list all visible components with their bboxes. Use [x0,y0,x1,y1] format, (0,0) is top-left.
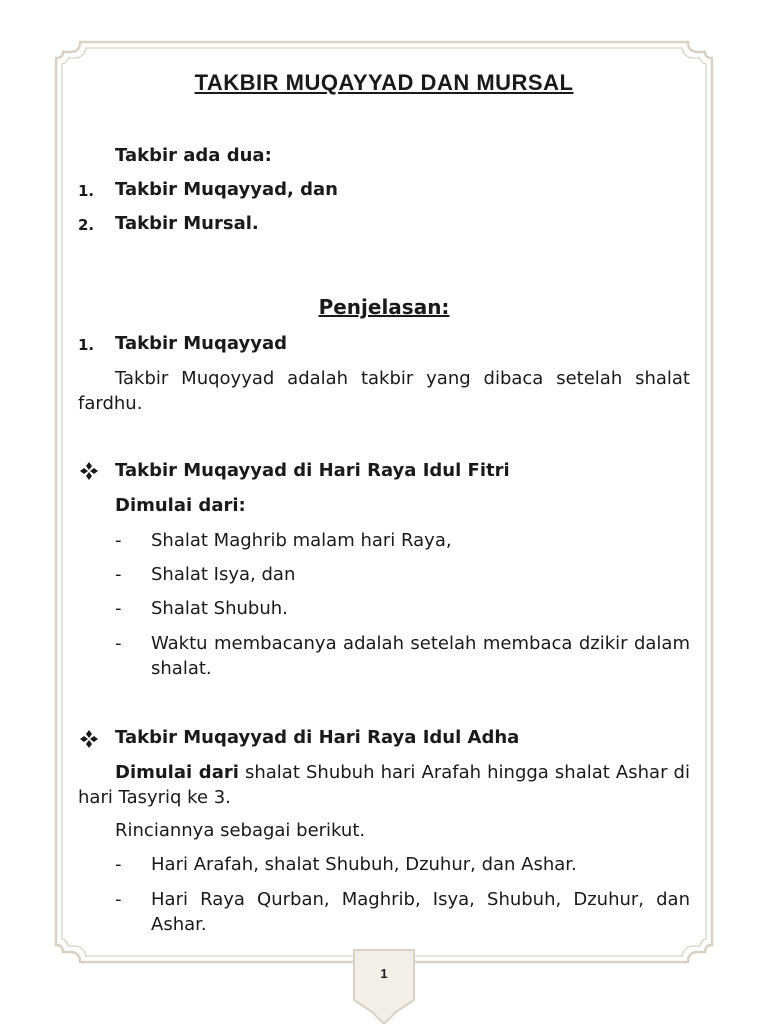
diamond-bullet-icon [79,461,99,481]
list-item: Shalat Shubuh. [151,598,288,619]
paragraph [78,760,690,810]
dash-bullet: - [115,854,122,875]
list-item: Hari Raya Qurban, Maghrib, Isya, Shubuh, Dzuhur, dan Ashar. [151,889,690,935]
detail-intro: Rinciannya sebagai berikut. [115,820,366,841]
section-heading-penjelasan: Penjelasan: [318,295,450,319]
list-item: Shalat Isya, dan [151,564,296,585]
paragraph: Takbir Muqoyyad adalah takbir yang dibaca setelah shalat fardhu. [78,368,690,414]
paragraph-rest: shalat Shubuh hari Arafah hingga shalat Ashar di hari Tasyriq ke 3. [78,762,690,808]
diamond-bullet-icon [79,729,99,749]
bold-lead: Dimulai dari [115,762,239,783]
bullet-heading: Takbir Muqayyad di Hari Raya Idul Adha [115,727,520,748]
list-number: 1. [78,336,95,354]
dash-bullet: - [115,598,122,619]
list-number: 2. [78,216,95,234]
subsection-heading: Takbir Muqayyad [115,333,287,354]
dash-bullet: - [115,633,122,654]
list-item: Takbir Muqayyad, dan [115,179,338,200]
dash-bullet: - [115,889,122,910]
bullet-heading: Takbir Muqayyad di Hari Raya Idul Fitri [115,460,510,481]
list-item: Waktu membacanya adalah setelah membaca dzikir dalam shalat. [151,633,690,679]
list-item: Hari Arafah, shalat Shubuh, Dzuhur, dan Ashar. [151,854,577,875]
page-title: TAKBIR MUQAYYAD DAN MURSAL [194,70,574,95]
dash-bullet: - [115,564,122,585]
intro-text: Takbir ada dua: [115,145,272,166]
start-label: Dimulai dari: [115,495,246,516]
list-item: Takbir Mursal. [115,213,259,234]
dash-bullet: - [115,530,122,551]
list-item: Shalat Maghrib malam hari Raya, [151,530,452,551]
page-number: 1 [380,966,388,981]
list-number: 1. [78,182,95,200]
